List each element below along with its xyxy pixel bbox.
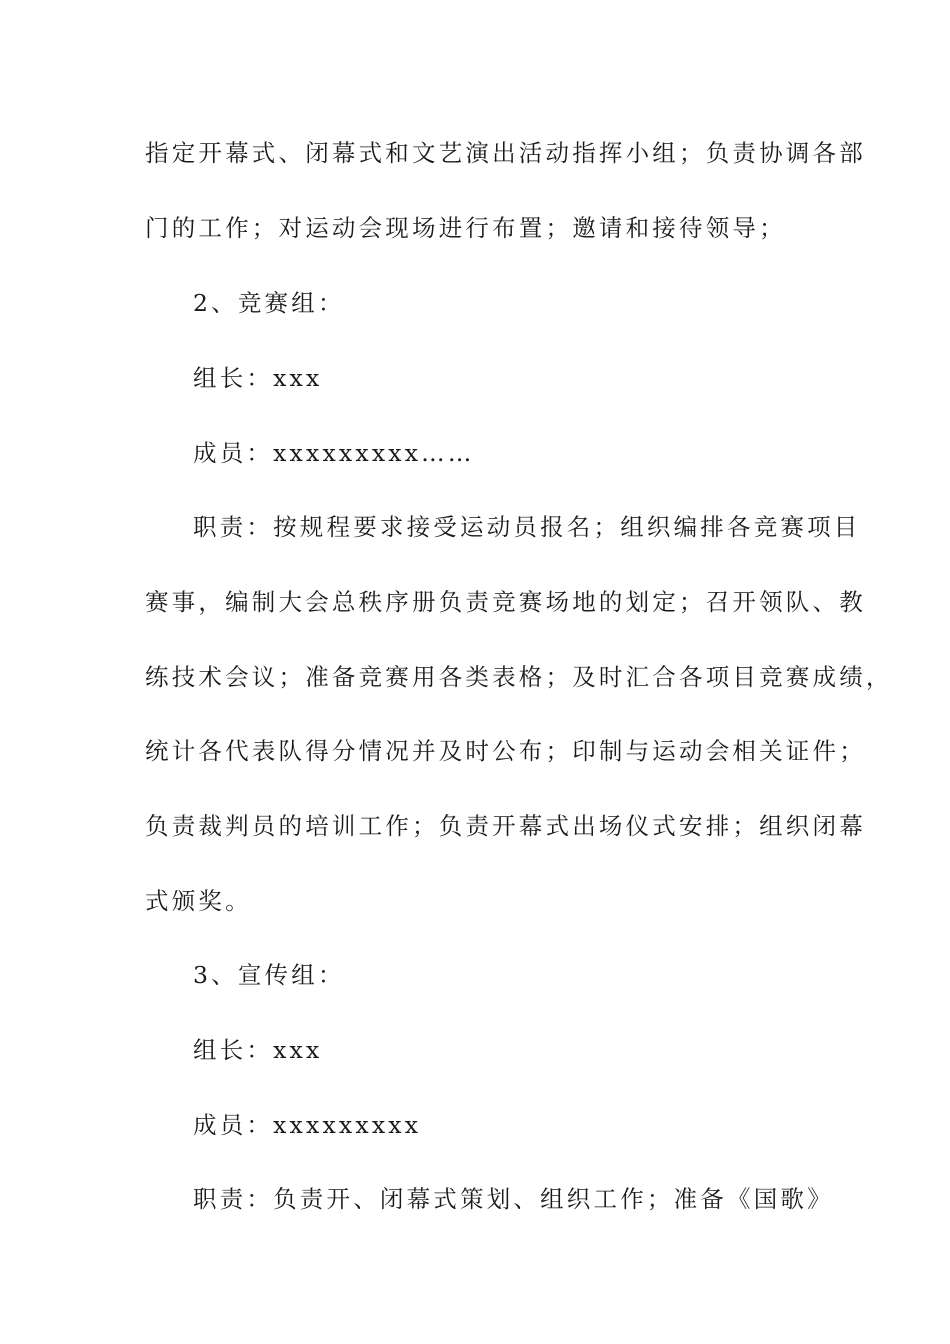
- group-members-line: 成员：xxxxxxxxx……: [193, 439, 475, 467]
- section-heading-competition: 2、竞赛组：: [193, 289, 345, 317]
- responsibilities-line: 职责：负责开、闭幕式策划、组织工作；准备《国歌》: [193, 1185, 834, 1213]
- body-text-line: 赛事，编制大会总秩序册负责竞赛场地的划定；召开领队、教: [145, 588, 866, 616]
- body-text-line: 门的工作；对运动会现场进行布置；邀请和接待领导；: [145, 214, 786, 242]
- group-leader-line: 组长：xxx: [193, 1036, 323, 1064]
- group-members-line: 成员：xxxxxxxxx: [193, 1111, 422, 1139]
- body-text-line: 统计各代表队得分情况并及时公布；印制与运动会相关证件；: [145, 737, 866, 765]
- body-text-line: 式颁奖。: [145, 887, 252, 915]
- body-text-line: 练技术会议；准备竞赛用各类表格；及时汇合各项目竞赛成绩，: [145, 663, 893, 691]
- body-text-line: 负责裁判员的培训工作；负责开幕式出场仪式安排；组织闭幕: [145, 812, 866, 840]
- section-heading-publicity: 3、宣传组：: [193, 961, 345, 989]
- body-text-line: 指定开幕式、闭幕式和文艺演出活动指挥小组；负责协调各部: [145, 139, 866, 167]
- group-leader-line: 组长：xxx: [193, 364, 323, 392]
- responsibilities-line: 职责：按规程要求接受运动员报名；组织编排各竞赛项目: [193, 513, 861, 541]
